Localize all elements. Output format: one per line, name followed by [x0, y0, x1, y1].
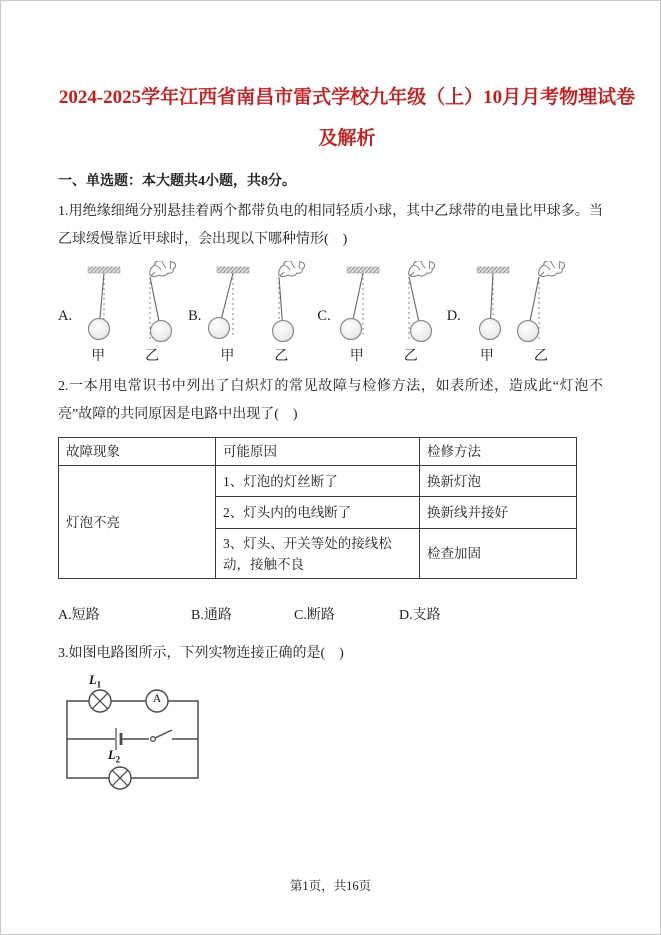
label-jia: 甲 — [349, 349, 364, 364]
question-1-figures — [58, 261, 603, 363]
q3-circuit-diagram — [60, 673, 210, 796]
hand-icon — [279, 261, 305, 277]
ball-jia-icon — [340, 319, 361, 340]
label-yi: 乙 — [533, 349, 548, 364]
hand-icon — [150, 261, 176, 277]
q1-figure-B — [188, 261, 309, 363]
q1-figure-D — [447, 261, 569, 363]
ball-yi-icon — [151, 321, 172, 342]
label-yi: 乙 — [403, 349, 418, 364]
option-c: C.断路 — [294, 608, 335, 623]
lamp-L2-icon — [109, 767, 131, 789]
ceiling-icon — [347, 267, 379, 273]
cause-cell: 2、灯头内的电线断了 — [216, 497, 420, 529]
lamp-L1-label: $L_1$ — [89, 673, 102, 690]
question-2-text: 2.一本用电常识书中列出了白炽灯的常见故障与检修方法，如表所述，造成此“灯泡不亮”故障的共同原因是电路中出现了( ) — [58, 379, 603, 422]
section-heading: 一、单选题：本大题共4小题，共8分。 — [58, 174, 296, 189]
label-yi: 乙 — [145, 349, 160, 364]
pendulum-diagram — [203, 261, 309, 345]
ceiling-icon — [217, 267, 249, 273]
remedy-cell: 换新灯泡 — [420, 466, 577, 497]
pendulum-diagram — [333, 261, 439, 345]
header-phenomenon: 故障现象 — [59, 438, 216, 466]
question-1-text: 1.用绝缘细绳分别悬挂着两个都带负电的相同轻质小球，其中乙球带的电量比甲球多。当乙球缓慢靠近甲球时，会出现以下哪种情形( ) — [58, 204, 603, 247]
page-title: 2024-2025学年江西省南昌市雷式学校九年级（上）10月月考物理试卷及解析 — [58, 87, 636, 149]
q1-figure-A — [58, 261, 180, 363]
ball-jia-icon — [479, 319, 500, 340]
table-row — [59, 466, 577, 497]
hand-icon — [408, 261, 434, 277]
cause-cell: 1、灯泡的灯丝断了 — [216, 466, 420, 497]
question-2-options — [58, 604, 603, 624]
lamp-L1-icon — [89, 690, 111, 712]
ball-yi-icon — [273, 321, 294, 342]
ball-jia-icon — [209, 318, 230, 339]
cause-cell: 3、灯头、开关等处的接线松动，接触不良 — [216, 529, 420, 579]
header-cause: 可能原因 — [216, 438, 420, 466]
fault-table — [58, 437, 577, 579]
question-3-text: 3.如图电路图所示，下列实物连接正确的是( ) — [58, 646, 344, 661]
circuit-svg — [60, 676, 210, 796]
label-yi: 乙 — [274, 349, 289, 364]
option-letter: C. — [317, 307, 331, 324]
page-number-footer: 第1页，共16页 — [289, 879, 372, 893]
label-jia: 甲 — [220, 349, 235, 364]
remedy-cell: 检查加固 — [420, 529, 577, 579]
label-jia: 甲 — [91, 349, 106, 364]
header-remedy: 检修方法 — [420, 438, 577, 466]
pendulum-diagram — [74, 261, 180, 345]
lamp-L2-label: $L_2$ — [108, 748, 121, 765]
q1-figure-C — [317, 261, 438, 363]
ball-jia-icon — [89, 319, 110, 340]
hand-icon — [539, 261, 565, 277]
table-header-row — [59, 438, 577, 466]
option-a: A.短路 — [58, 608, 100, 623]
ball-yi-icon — [410, 321, 431, 342]
option-letter: B. — [188, 307, 202, 324]
option-d: D.支路 — [399, 608, 441, 623]
ammeter-label: A — [152, 693, 162, 705]
option-b: B.通路 — [191, 608, 232, 623]
option-letter: D. — [446, 307, 461, 324]
label-jia: 甲 — [479, 349, 494, 364]
switch-icon — [151, 730, 172, 741]
option-letter: A. — [58, 307, 73, 324]
ball-yi-icon — [517, 321, 538, 342]
pendulum-diagram — [463, 261, 569, 345]
remedy-cell: 换新线并接好 — [420, 497, 577, 529]
ceiling-icon — [477, 267, 509, 273]
phenomenon-cell: 灯泡不亮 — [59, 466, 216, 579]
battery-icon — [116, 728, 121, 750]
ceiling-icon — [88, 267, 120, 273]
